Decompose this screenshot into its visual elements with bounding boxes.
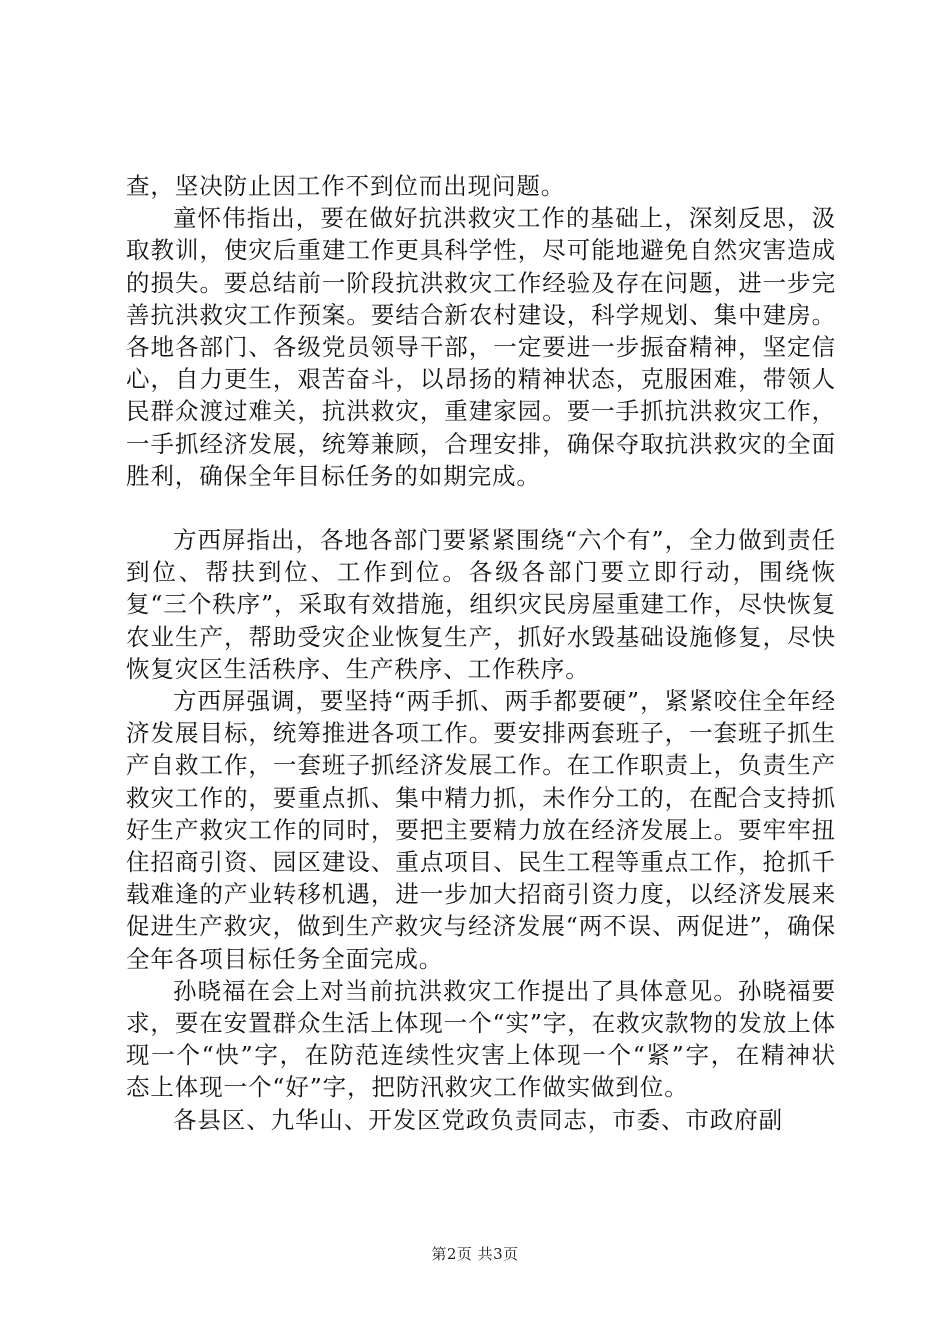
page-number-footer: 第2页 共3页	[431, 1245, 519, 1263]
paragraph-fang-xiping-emphasis: 方西屏强调，要坚持“两手抓、两手都要硬”，紧紧咬住全年经济发展目标，统筹推进各项工作。要安排两套班子，一套班子抓生产自救工作，一套班子抓经济发展工作。在工作职责上，负责生产救灾工作的，要重点抓、集中精力抓，未作分工的，在配合支持抓好生产救灾工作的同时，要把主要精力放在经济发展上。要牢牢扭住招商引资、园区建设、重点项目、民生工程等重点工作，抢抓千载难逢的产业转移机遇，进一步加大招商引资力度，以经济发展来促进生产救灾，做到生产救灾与经济发展“两不误、两促进”，确保全年各项目标任务全面完成。	[126, 687, 836, 973]
document-body	[126, 170, 836, 1136]
paragraph-tong-huaiwei: 童怀伟指出，要在做好抗洪救灾工作的基础上，深刻反思，汲取教训，使灾后重建工作更具科学性，尽可能地避免自然灾害造成的损失。要总结前一阶段抗洪救灾工作经验及存在问题，进一步完善抗洪救灾工作预案。要结合新农村建设，科学规划、集中建房。各地各部门、各级党员领导干部，一定要进一步振奋精神，坚定信心，自力更生，艰苦奋斗，以昂扬的精神状态，克服困难，带领人民群众渡过难关，抗洪救灾，重建家园。要一手抓抗洪救灾工作，一手抓经济发展，统筹兼顾，合理安排，确保夺取抗洪救灾的全面胜利，确保全年目标任务的如期完成。	[126, 204, 836, 490]
paragraph-sun-xiaofu: 孙晓福在会上对当前抗洪救灾工作提出了具体意见。孙晓福要求，要在安置群众生活上体现一个“实”字，在救灾款物的发放上体现一个“快”字，在防范连续性灾害上体现一个“紧”字，在精神状态上体现一个“好”字，把防汛救灾工作做实做到位。	[126, 976, 836, 1102]
paragraph-fang-xiping-points: 方西屏指出，各地各部门要紧紧围绕“六个有”，全力做到责任到位、帮扶到位、工作到位。各级各部门要立即行动，围绕恢复“三个秩序”，采取有效措施，组织灾民房屋重建工作，尽快恢复农业生产，帮助受灾企业恢复生产，抓好水毁基础设施修复，尽快恢复灾区生活秩序、生产秩序、工作秩序。	[126, 526, 836, 683]
paragraph-attendees: 各县区、九华山、开发区党政负责同志，市委、市政府副	[173, 1105, 783, 1134]
paragraph-continuation: 查，坚决防止因工作不到位而出现问题。	[126, 172, 566, 200]
